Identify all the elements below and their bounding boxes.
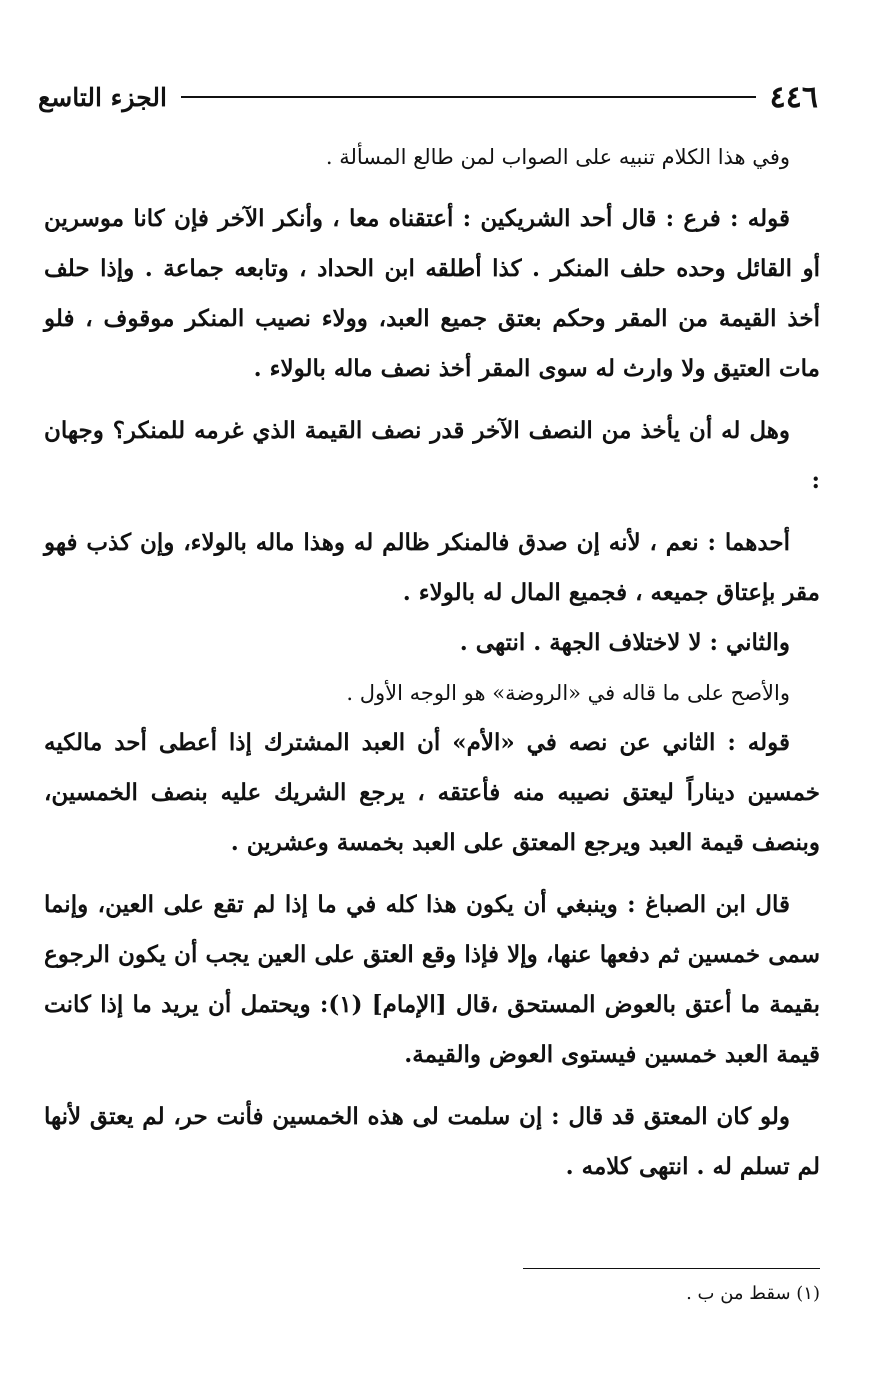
paragraph-9: ولو كان المعتق قد قال : إن سلمت لى هذه الخمسين فأنت حر، لم يعتق لأنها لم تسلم له . انتهى كلامه . [44, 1103, 820, 1180]
paragraph-2: قوله : فرع : قال أحد الشريكين : أعتقناه معا ، وأنكر الآخر فإن كانا موسرين أو القائل وحده حلف المنكر . كذا أطلقه ابن الحداد ، وتابعه جماعة . وإذا حلف أخذ القيمة من المقر وحكم بعتق جميع العبد، وولاء نصيب المنكر موقوف ، فلو مات العتيق ولا وارث له سوى المقر أخذ نصف ماله بالولاء . [44, 205, 820, 382]
paragraph-1: وفي هذا الكلام تنبيه على الصواب لمن طالع المسألة . [325, 145, 790, 169]
paragraph-5: والثاني : لا لاختلاف الجهة . انتهى . [459, 629, 790, 656]
footnote-rule [523, 1268, 820, 1269]
footnote: (١) سقط من ب . [686, 1283, 820, 1304]
paragraph-6: والأصح على ما قاله في «الروضة» هو الوجه الأول . [346, 681, 790, 705]
page-body [44, 132, 820, 1192]
paragraph-7: قوله : الثاني عن نصه في «الأم» أن العبد المشترك إذا أعطى أحد مالكيه خمسين ديناراً ليعتق نصيبه منه فأعتقه ، يرجع الشريك عليه بنصف الخمسين، وبنصف قيمة العبد ويرجع المعتق على العبد بخمسة وعشرين . [44, 729, 820, 856]
running-title: الجزء التاسع [38, 82, 167, 112]
page-number: ٤٤٦ [769, 79, 818, 115]
paragraph-4: أحدهما : نعم ، لأنه إن صدق فالمنكر ظالم له وهذا ماله بالولاء، وإن كذب فهو مقر بإعتاق جميعه ، فجميع المال له بالولاء . [44, 529, 820, 606]
paragraph-3: وهل له أن يأخذ من النصف الآخر قدر نصف القيمة الذي غرمه للمنكر؟ وجهان : [44, 417, 820, 494]
header-rule [181, 96, 756, 98]
paragraph-8: قال ابن الصباغ : وينبغي أن يكون هذا كله في ما إذا لم تقع على العين، وإنما سمى خمسين ثم دفعها عنها، وإلا فإذا وقع العتق على العين يجب أن يكون الرجوع بقيمة ما أعتق بالعوض المستحق ،قال [الإمام] (١): ويحتمل أن يريد ما إذا كانت قيمة العبد خمسين فيستوى العوض والقيمة. [44, 891, 820, 1068]
page-header [38, 72, 818, 122]
